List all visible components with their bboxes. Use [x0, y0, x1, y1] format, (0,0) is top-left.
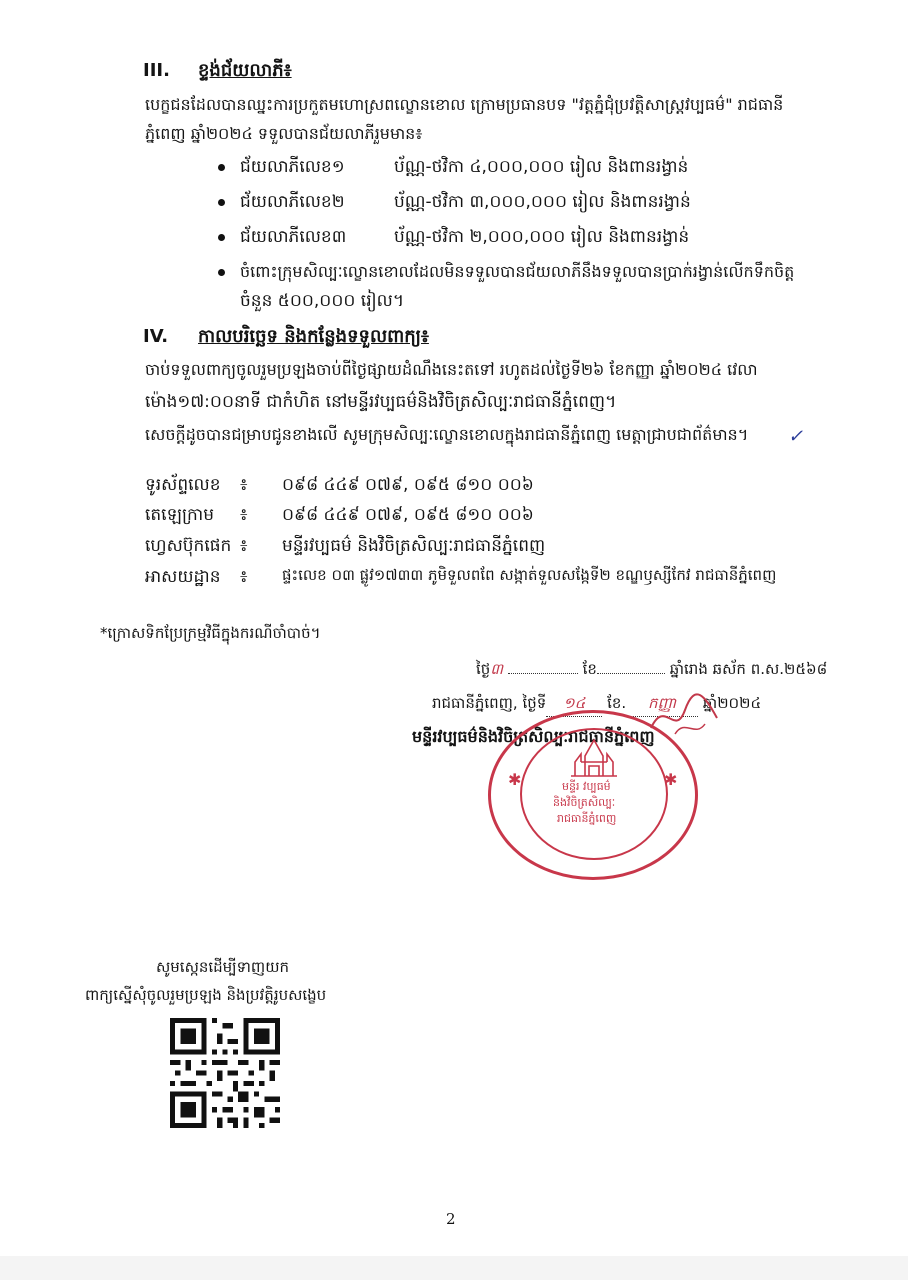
contact-facebook-sep: ៖ — [240, 536, 248, 556]
contact-telegram-sep: ៖ — [240, 505, 248, 525]
prize-2-label: ជ័យលាភីលេខ២ — [240, 192, 345, 212]
contact-phone-sep: ៖ — [240, 475, 248, 495]
contact-phone-value: ០៩៨ ៤៤៩ ០៧៩, ០៩៥ ៨១០ ០០៦ — [282, 475, 534, 495]
contact-address-value: ផ្ទះលេខ ០៣ ផ្លូវ១៧៣៣ ភូមិទួលពពែ សង្កាត់ទួលសង្កែទី២ ខណ្ឌឫស្សីកែវ រាជធានីភ្នំពេញ — [282, 566, 777, 584]
lunar-dots-1 — [508, 673, 578, 674]
lunar-month-prefix: ខែ — [582, 660, 597, 678]
seal-text-line3: រាជធានីភ្នំពេញ — [557, 812, 617, 825]
date-month-dots: កញ្ញា — [626, 694, 698, 717]
bullet-icon — [218, 269, 225, 276]
bullet-icon — [218, 164, 225, 171]
bullet-icon — [218, 234, 225, 241]
lunar-dots-2 — [597, 673, 665, 674]
contact-phone-label: ទូរស័ព្ទលេខ — [145, 475, 221, 495]
seal-text-line2: និងវិចិត្រសិល្បៈ — [553, 796, 616, 809]
section-3-intro-line2: ភ្នំពេញ ឆ្នាំ២០២៤ ទទួលបានជ័យលាភីរួមមាន៖ — [145, 124, 423, 143]
page-bottom-edge — [0, 1256, 908, 1280]
handwritten-initial: ✓ — [788, 426, 804, 447]
page-number: 2 — [446, 1210, 456, 1228]
qr-code[interactable] — [170, 1018, 280, 1128]
contact-telegram-label: តេឡេក្រាម — [145, 505, 214, 525]
section-4-para-line1: ចាប់ទទួលពាក្យចូលរួមប្រឡងចាប់ពីថ្ងៃផ្សាយដំណឹងនេះតទៅ រហូតដល់ថ្ងៃទី២៦ ខែកញ្ញា ឆ្នាំ២០២៤ វេលា — [145, 360, 758, 379]
section-3-number: III. — [143, 60, 170, 81]
seal-text-line1: មន្ទីរ វប្បធម៌ — [562, 780, 611, 793]
seal-star-icon: ✱ — [508, 770, 522, 789]
signing-authority: មន្ទីរវប្បធម៌និងវិចិត្រសិល្បៈរាជធានីភ្នំពេញ — [412, 727, 655, 746]
date-prefix: រាជធានីភ្នំពេញ, ថ្ងៃទី — [432, 694, 547, 712]
lunar-prefix: ថ្ងៃ — [476, 660, 491, 678]
consolation-line1: ចំពោះក្រុមសិល្បៈល្ខោនខោលដែលមិនទទួលបានជ័យលាភីនឹងទទួលបានប្រាក់រង្វាន់លើកទឹកចិត្ត — [240, 262, 795, 281]
contact-address-sep: ៖ — [240, 567, 248, 587]
prize-1-value: ប័ណ្ណ-ថវិកា ៤,០០០,០០០ រៀល និងពានរង្វាន់ — [394, 157, 689, 177]
lunar-date-line — [476, 660, 827, 682]
consolation-line2: ចំនួន ៥០០,០០០ រៀល។ — [240, 291, 405, 311]
date-day-dots: ១៤ — [546, 694, 602, 717]
date-year: ឆ្នាំ២០២៤ — [702, 694, 762, 712]
section-4-title: កាលបរិច្ឆេទ និងកន្លែងទទួលពាក្យ៖ — [198, 326, 429, 347]
contact-address-label: អាសយដ្ឋាន — [145, 567, 221, 587]
seal-star-icon: ✱ — [664, 770, 678, 789]
contact-telegram-value: ០៩៨ ៤៤៩ ០៧៩, ០៩៥ ៨១០ ០០៦ — [282, 505, 534, 525]
section-3-title: ខ្ទង់ជ័យលាភី៖ — [198, 60, 292, 81]
lunar-day: ៣ — [490, 660, 508, 678]
qr-caption-line2: ពាក្យស្នើសុំចូលរួមប្រឡង និងប្រវត្តិរូបសង្ខេប — [85, 986, 327, 1004]
date-month-prefix: ខែ. — [607, 694, 627, 712]
contact-facebook-label: ហ្វេសប៊ុកផេក — [145, 536, 232, 556]
contact-facebook-value: មន្ទីរវប្បធម៌ និងវិចិត្រសិល្បៈរាជធានីភ្នំពេញ — [282, 536, 546, 556]
prize-2-value: ប័ណ្ណ-ថវិកា ៣,០០០,០០០ រៀល និងពានរង្វាន់ — [394, 192, 691, 212]
lunar-year: ឆ្នាំរោង ឆស័ក ព.ស.២៥៦៨ — [669, 660, 828, 678]
handwritten-signature — [645, 688, 725, 748]
prize-3-value: ប័ណ្ណ-ថវិកា ២,០០០,០០០ រៀល និងពានរង្វាន់ — [394, 227, 690, 247]
qr-caption-line1: សូមស្កេនដើម្បីទាញយក — [156, 958, 290, 976]
prize-3-label: ជ័យលាភីលេខ៣ — [240, 227, 347, 247]
section-3-intro-line1: បេក្ខជនដែលបានឈ្នះការប្រកួតមហោស្រពល្ខោនខោល ក្រោមប្រធានបទ "វត្តភ្នំជុំប្រវត្តិសាស្ត្រវប្បធម៌" រាជធានី — [145, 95, 784, 114]
temple-emblem-icon — [567, 738, 621, 778]
footnote: *ក្រោសទិកប្រែក្រម្មវិធីក្នុងករណីចាំបាច់។ — [100, 624, 321, 642]
section-4-number: IV. — [143, 326, 169, 347]
section-4-para-line2: ម៉ោង១៧:០០នាទី ជាកំហិត នៅមន្ទីរវប្បធម៌និងវិចិត្រសិល្បៈរាជធានីភ្នំពេញ។ — [145, 392, 617, 412]
prize-1-label: ជ័យលាភីលេខ១ — [240, 157, 345, 177]
bullet-icon — [218, 199, 225, 206]
section-4-para-line3: សេចក្តីដូចបានជម្រាបជូនខាងលើ សូមក្រុមសិល្បៈល្ខោនខោលក្នុងរាជធានីភ្នំពេញ មេត្តាជ្រាបជាព័ត៌មាន។ — [145, 425, 749, 444]
